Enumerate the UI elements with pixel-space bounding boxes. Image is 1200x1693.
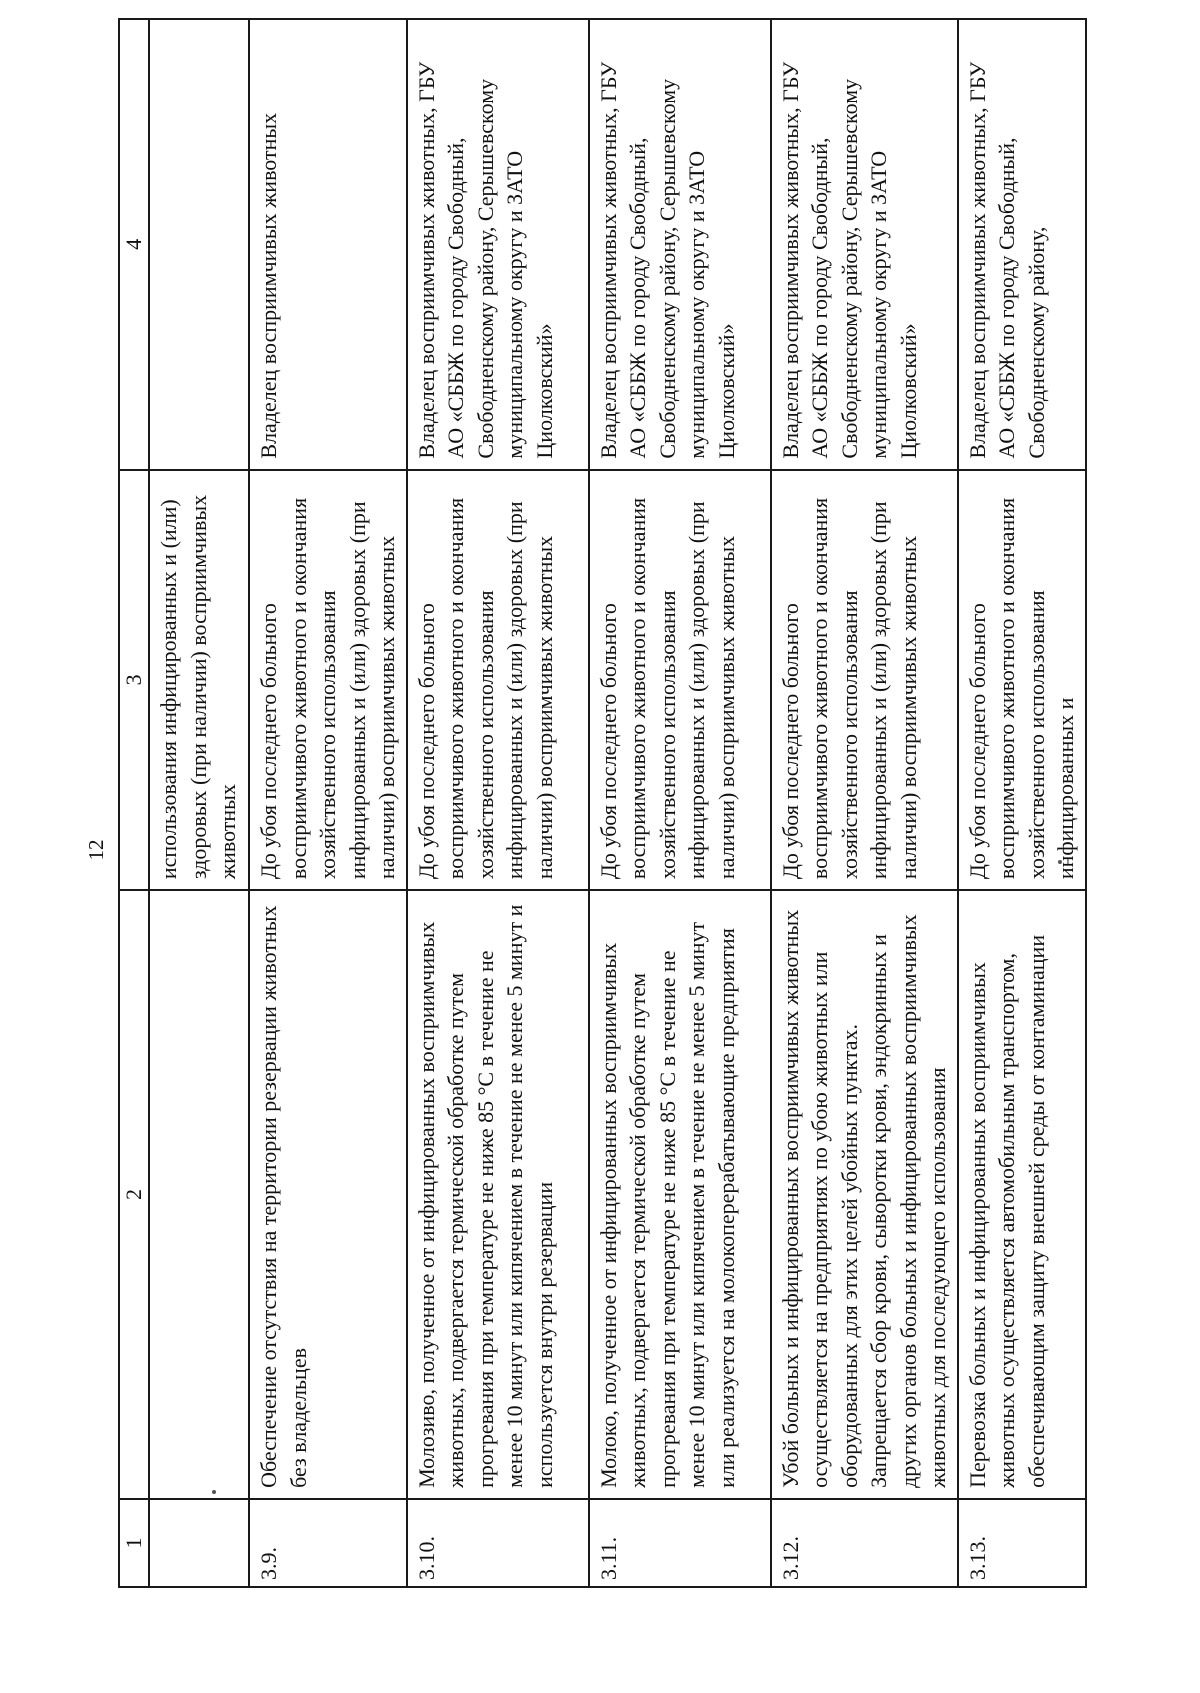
table-row <box>589 19 771 1587</box>
row-period: использования инфицированных и (или) здоровых (при наличии) восприимчивых животных <box>149 470 249 891</box>
row-responsible <box>149 19 249 470</box>
table-row <box>407 19 589 1587</box>
col-header-1: 1 <box>119 1499 149 1587</box>
row-number: 3.10. <box>407 1499 589 1587</box>
row-responsible: Владелец восприимчивых животных, ГБУ АО «СББЖ по городу Свободный, Свободненскому району, Серышевскому муниципальному округу и ЗАТО Циолковский» <box>407 19 589 470</box>
row-measure: Обеспечение отсутствия на территории резервации животных без владельцев <box>249 890 407 1499</box>
page-number: 12 <box>84 839 108 861</box>
table-row <box>771 19 958 1587</box>
table-row <box>149 19 249 1587</box>
row-number: 3.12. <box>771 1499 958 1587</box>
row-number <box>149 1499 249 1587</box>
row-period: До убоя последнего больного восприимчивого животного и окончания хозяйственного использования инфицированных и (или) здоровых (при наличии) восприимчивых животных <box>407 470 589 891</box>
measures-table <box>118 18 1087 1588</box>
row-number: 3.9. <box>249 1499 407 1587</box>
col-header-4: 4 <box>119 19 149 470</box>
row-measure <box>149 890 249 1499</box>
row-responsible: Владелец восприимчивых животных, ГБУ АО «СББЖ по городу Свободный, Свободненскому району, Серышевскому муниципальному округу и ЗАТО Циолковский» <box>589 19 771 470</box>
row-period: До убоя последнего больного восприимчивого животного и окончания хозяйственного использования инфицированных и (или) здоровых (при наличии) восприимчивых животных <box>771 470 958 891</box>
row-responsible: Владелец восприимчивых животных, ГБУ АО «СББЖ по городу Свободный, Свободненскому району, <box>958 19 1086 470</box>
row-period: До убоя последнего больного восприимчивого животного и окончания хозяйственного использования инфицированных и (или) здоровых (при наличии) восприимчивых животных <box>589 470 771 891</box>
table-row <box>249 19 407 1587</box>
measures-table-rotated <box>118 18 1078 1588</box>
row-responsible: Владелец восприимчивых животных <box>249 19 407 470</box>
table-row <box>958 19 1086 1587</box>
row-measure: Молоко, полученное от инфицированных восприимчивых животных, подвергается термической обработке путем прогревания при температуре не ниже 85 °С в течение не менее 10 минут или кипячением в течение не менее 5 минут или реализуется на молокоперерабатывающие предприятия <box>589 890 771 1499</box>
row-number: 3.13. <box>958 1499 1086 1587</box>
row-measure: Перевозка больных и инфицированных восприимчивых животных осуществляется автомобильным транспортом, обеспечивающим защиту внешней среды от контаминации <box>958 890 1086 1499</box>
row-number: 3.11. <box>589 1499 771 1587</box>
row-measure: Молозиво, полученное от инфицированных восприимчивых животных, подвергается термической обработке путем прогревания при температуре не ниже 85 °С в течение не менее 10 минут или кипячением в течение не менее 5 минут и используется внутри резервации <box>407 890 589 1499</box>
col-header-3: 3 <box>119 470 149 891</box>
row-period: До убоя последнего больного восприимчивого животного и окончания хозяйственного использования инфицированных и <box>958 470 1086 891</box>
header-row <box>119 19 149 1587</box>
row-responsible: Владелец восприимчивых животных, ГБУ АО «СББЖ по городу Свободный, Свободненскому району, Серышевскому муниципальному округу и ЗАТО Циолковский» <box>771 19 958 470</box>
row-measure: Убой больных и инфицированных восприимчивых животных осуществляется на предприятиях по убою животных или оборудованных для этих целей убойных пунктах. Запрещается сбор крови, сыворотки крови, эндокринных и других органов больных и инфицированных восприимчивых животных для последующего использования <box>771 890 958 1499</box>
col-header-2: 2 <box>119 890 149 1499</box>
row-period: До убоя последнего больного восприимчивого животного и окончания хозяйственного использования инфицированных и (или) здоровых (при наличии) восприимчивых животных <box>249 470 407 891</box>
